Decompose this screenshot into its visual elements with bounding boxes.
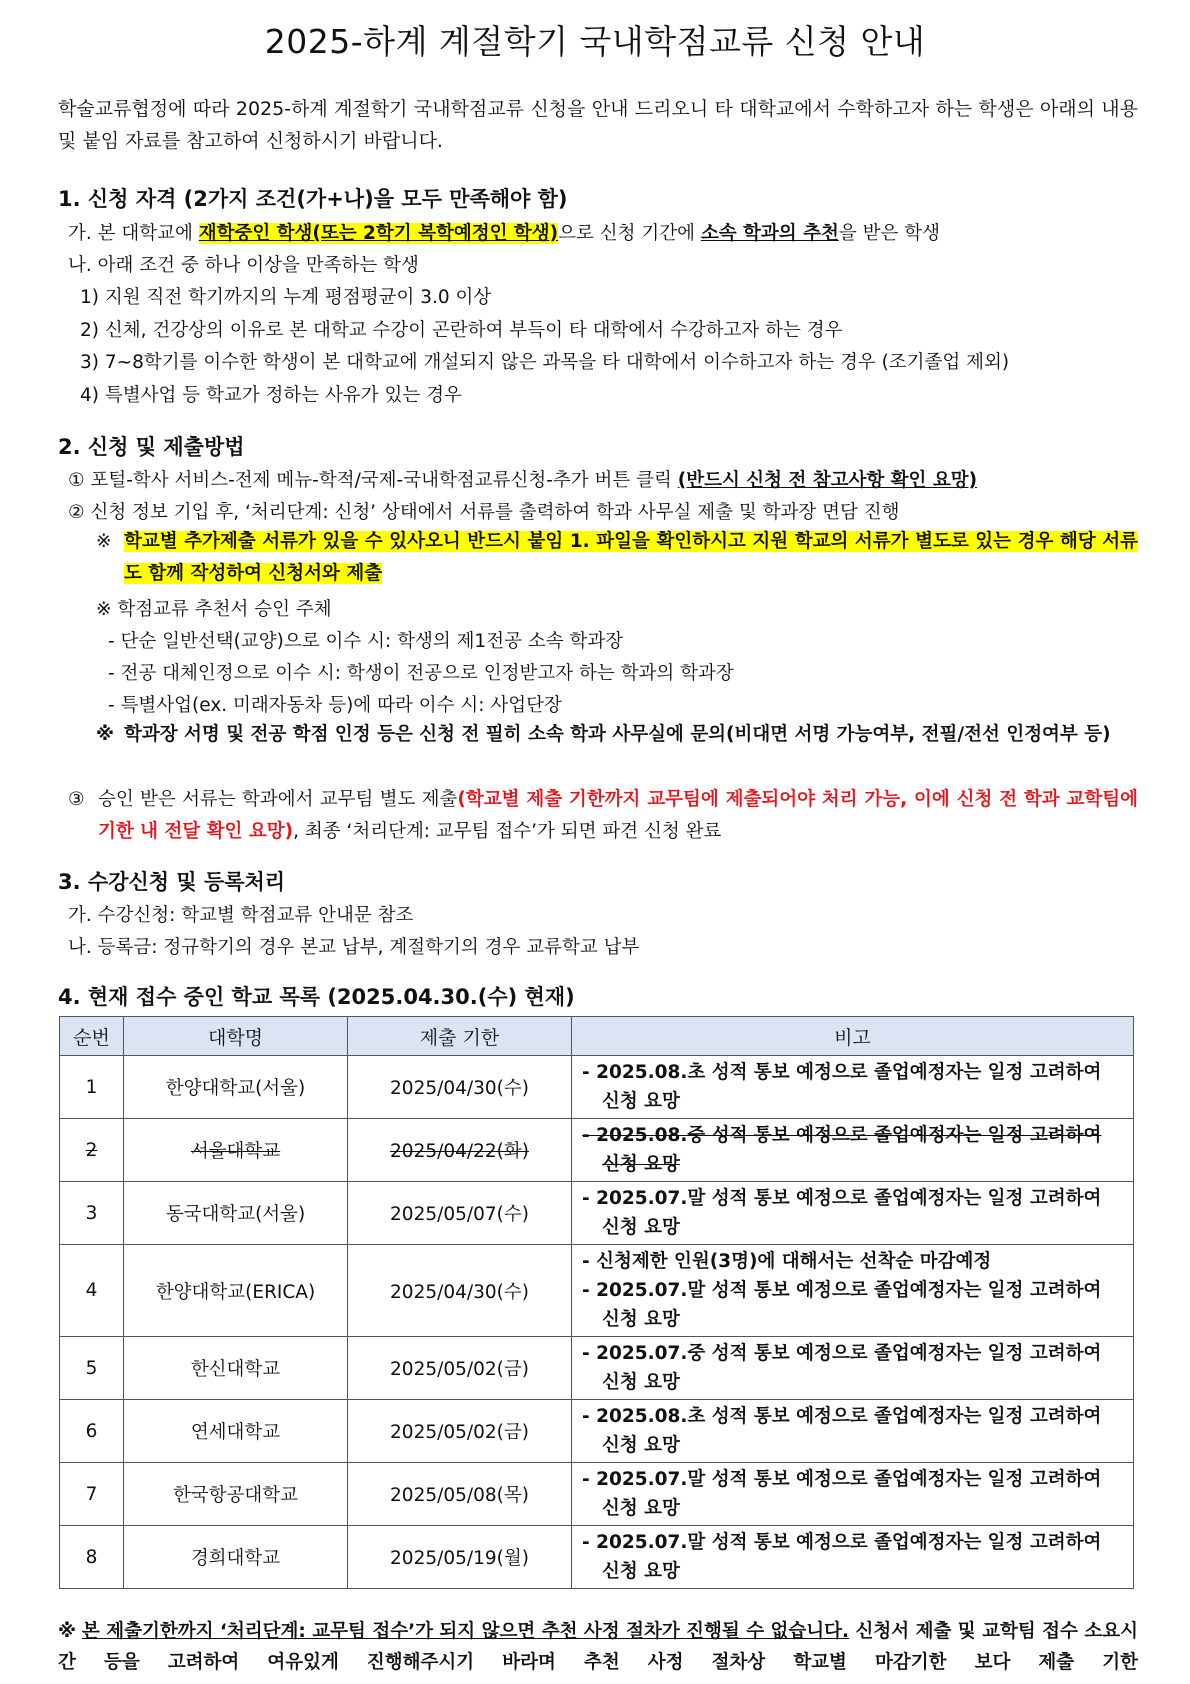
cell-school-name: 한신대학교 — [124, 1337, 348, 1400]
s1-ga-highlight: 재학중인 학생(또는 2학기 복학예정인 학생) — [198, 223, 559, 244]
step-3-mark: ③ — [68, 789, 85, 810]
table-row — [60, 1056, 1134, 1119]
s2-approver-1: - 단순 일반선택(교양)으로 이수 시: 학생의 제1전공 소속 학과장 — [108, 631, 624, 652]
cell-deadline: 2025/04/30(수) — [348, 1245, 572, 1337]
cell-no: 2 — [60, 1119, 124, 1182]
cell-no: 8 — [60, 1526, 124, 1589]
column-header-notes: 비고 — [572, 1017, 1134, 1056]
section-3-heading: 3. 수강신청 및 등록처리 — [58, 870, 286, 894]
footer-note — [58, 1616, 1138, 1678]
footer-mark: ※ — [58, 1621, 76, 1642]
s3-item-ga: 가. 수강신청: 학교별 학점교류 안내문 참조 — [68, 905, 414, 926]
cell-school-name: 한양대학교(서울) — [124, 1056, 348, 1119]
note-line: - 2025.07.말 성적 통보 예정으로 졸업예정자는 일정 고려하여 신청 요망 — [582, 1469, 1102, 1519]
s2-note-signature — [96, 719, 1138, 751]
school-table — [59, 1016, 1134, 1589]
cell-school-name: 한양대학교(ERICA) — [124, 1245, 348, 1337]
table-row — [60, 1337, 1134, 1400]
note-line: - 2025.08.초 성적 통보 예정으로 졸업예정자는 일정 고려하여 신청 요망 — [582, 1406, 1102, 1456]
s1-condition-2: 2) 신체, 건강상의 이유로 본 대학교 수강이 곤란하여 부득이 타 대학에서 수강하고자 하는 경우 — [80, 320, 843, 341]
section-2-heading: 2. 신청 및 제출방법 — [58, 435, 245, 459]
cell-notes — [572, 1463, 1134, 1526]
table-row — [60, 1463, 1134, 1526]
cell-no: 6 — [60, 1400, 124, 1463]
note-line: - 신청제한 인원(3명)에 대해서는 선착순 마감예정 — [582, 1251, 992, 1272]
cell-school-name: 서울대학교 — [124, 1119, 348, 1182]
note-mark: ※ — [96, 531, 112, 552]
s1-item-ga — [68, 219, 940, 245]
cell-no: 4 — [60, 1245, 124, 1337]
cell-school-name: 연세대학교 — [124, 1400, 348, 1463]
note-line: - 2025.07.말 성적 통보 예정으로 졸업예정자는 일정 고려하여 신청 요망 — [582, 1280, 1102, 1330]
note-line: - 2025.07.말 성적 통보 예정으로 졸업예정자는 일정 고려하여 신청 요망 — [582, 1188, 1102, 1238]
intro-paragraph: 학술교류협정에 따라 2025-하계 계절학기 국내학점교류 신청을 안내 드리오니 타 대학교에서 수학하고자 하는 학생은 아래의 내용 및 붙임 자료를 참고하여 신청하시기 바랍니다. — [58, 98, 1138, 152]
cell-school-name: 동국대학교(서울) — [124, 1182, 348, 1245]
table-row — [60, 1245, 1134, 1337]
cell-notes — [572, 1337, 1134, 1400]
s1-ga-pre: 가. 본 대학교에 — [68, 223, 199, 244]
page-title: 2025-하계 계절학기 국내학점교류 신청 안내 — [264, 22, 926, 61]
cell-deadline: 2025/05/08(목) — [348, 1463, 572, 1526]
cell-deadline: 2025/05/07(수) — [348, 1182, 572, 1245]
note-line: - 2025.08.중 성적 통보 예정으로 졸업예정자는 일정 고려하여 신청 요망 — [582, 1125, 1102, 1175]
s2-note-approver: ※ 학점교류 추천서 승인 주체 — [96, 599, 332, 620]
cell-school-name: 한국항공대학교 — [124, 1463, 348, 1526]
cell-deadline: 2025/04/22(화) — [348, 1119, 572, 1182]
cell-deadline: 2025/05/19(월) — [348, 1526, 572, 1589]
table-row — [60, 1526, 1134, 1589]
s1-item-na: 나. 아래 조건 중 하나 이상을 만족하는 학생 — [68, 255, 419, 276]
s2-step-3-post: , 최종 ‘처리단계: 교무팀 접수’가 되면 파견 신청 완료 — [293, 821, 722, 842]
s2-step-1-emphasis: (반드시 신청 전 참고사항 확인 요망) — [677, 470, 978, 491]
table-row — [60, 1119, 1134, 1182]
s2-step-3-warning: (학교별 제출 기한까지 교무팀에 제출되어야 처리 가능, 이에 신청 전 학과 교학팀에 기한 내 전달 확인 요망) — [98, 789, 1138, 842]
cell-deadline: 2025/05/02(금) — [348, 1400, 572, 1463]
s2-step-2: ② 신청 정보 기입 후, ‘처리단계: 신청’ 상태에서 서류를 출력하여 학과 사무실 제출 및 학과장 면담 진행 — [68, 502, 900, 523]
note-line: - 2025.07.중 성적 통보 예정으로 졸업예정자는 일정 고려하여 신청 요망 — [582, 1343, 1102, 1393]
s2-step-3 — [68, 784, 1138, 848]
s2-step-1 — [68, 466, 977, 492]
s2-note-signature-text: 학과장 서명 및 전공 학점 인정 등은 신청 전 필히 소속 학과 사무실에 문의(비대면 서명 가능여부, 전필/전선 인정여부 등) — [124, 724, 1111, 745]
cell-notes — [572, 1119, 1134, 1182]
s1-ga-underline: 소속 학과의 추천 — [700, 223, 839, 244]
cell-notes — [572, 1400, 1134, 1463]
cell-notes — [572, 1182, 1134, 1245]
table-header-row — [60, 1017, 1134, 1056]
s1-ga-mid: 으로 신청 기간에 — [558, 223, 701, 244]
s1-condition-1: 1) 지원 직전 학기까지의 누계 평점평균이 3.0 이상 — [80, 287, 492, 308]
cell-no: 5 — [60, 1337, 124, 1400]
s2-step-3-text: 승인 받은 서류는 학과에서 교무팀 별도 제출 — [98, 789, 458, 810]
s2-approver-3: - 특별사업(ex. 미래자동차 등)에 따라 이수 시: 사업단장 — [108, 695, 562, 716]
section-4-heading: 4. 현재 접수 중인 학교 목록 (2025.04.30.(수) 현재) — [58, 985, 575, 1009]
column-header-name: 대학명 — [124, 1017, 348, 1056]
footer-text: 신청서 제출 및 교학팀 접수 소요시간 등을 고려하여 여유있게 진행해주시기 바라며 추천 사정 절차상 학교별 마감기한 보다 제출 기한 — [58, 1621, 1138, 1673]
cell-no: 3 — [60, 1182, 124, 1245]
s1-ga-post: 을 받은 학생 — [838, 223, 940, 244]
s1-condition-4: 4) 특별사업 등 학교가 정하는 사유가 있는 경우 — [80, 385, 462, 406]
cell-notes — [572, 1526, 1134, 1589]
note-line: - 2025.08.초 성적 통보 예정으로 졸업예정자는 일정 고려하여 신청 요망 — [582, 1062, 1102, 1112]
section-1-heading: 1. 신청 자격 (2가지 조건(가+나)을 모두 만족해야 함) — [58, 187, 568, 211]
s2-note-documents — [96, 526, 1138, 590]
s1-condition-3: 3) 7~8학기를 이수한 학생이 본 대학교에 개설되지 않은 과목을 타 대학에서 이수하고자 하는 경우 (조기졸업 제외) — [80, 352, 1010, 373]
cell-notes — [572, 1056, 1134, 1119]
cell-deadline: 2025/05/02(금) — [348, 1337, 572, 1400]
s2-step-1-text: ① 포털-학사 서비스-전제 메뉴-학적/국제-국내학점교류신청-추가 버튼 클릭 — [68, 470, 678, 491]
footer-emphasis: 본 제출기한까지 ‘처리단계: 교무팀 접수’가 되지 않으면 추천 사정 절차가 진행될 수 없습니다. — [81, 1621, 850, 1642]
note-line: - 2025.07.말 성적 통보 예정으로 졸업예정자는 일정 고려하여 신청 요망 — [582, 1532, 1102, 1582]
cell-deadline: 2025/04/30(수) — [348, 1056, 572, 1119]
cell-school-name: 경희대학교 — [124, 1526, 348, 1589]
s2-note-documents-text: 학교별 추가제출 서류가 있을 수 있사오니 반드시 붙임 1. 파일을 확인하시고 지원 학교의 서류가 별도로 있는 경우 해당 서류도 함께 작성하여 신청서와 제출 — [124, 531, 1138, 584]
cell-no: 7 — [60, 1463, 124, 1526]
s2-approver-2: - 전공 대체인정으로 이수 시: 학생이 전공으로 인정받고자 하는 학과의 학과장 — [108, 663, 734, 684]
column-header-no: 순번 — [60, 1017, 124, 1056]
cell-no: 1 — [60, 1056, 124, 1119]
table-row — [60, 1182, 1134, 1245]
cell-notes — [572, 1245, 1134, 1337]
s3-item-na: 나. 등록금: 정규학기의 경우 본교 납부, 계절학기의 경우 교류학교 납부 — [68, 937, 640, 958]
table-row — [60, 1400, 1134, 1463]
note-mark: ※ — [96, 724, 114, 745]
column-header-deadline: 제출 기한 — [348, 1017, 572, 1056]
